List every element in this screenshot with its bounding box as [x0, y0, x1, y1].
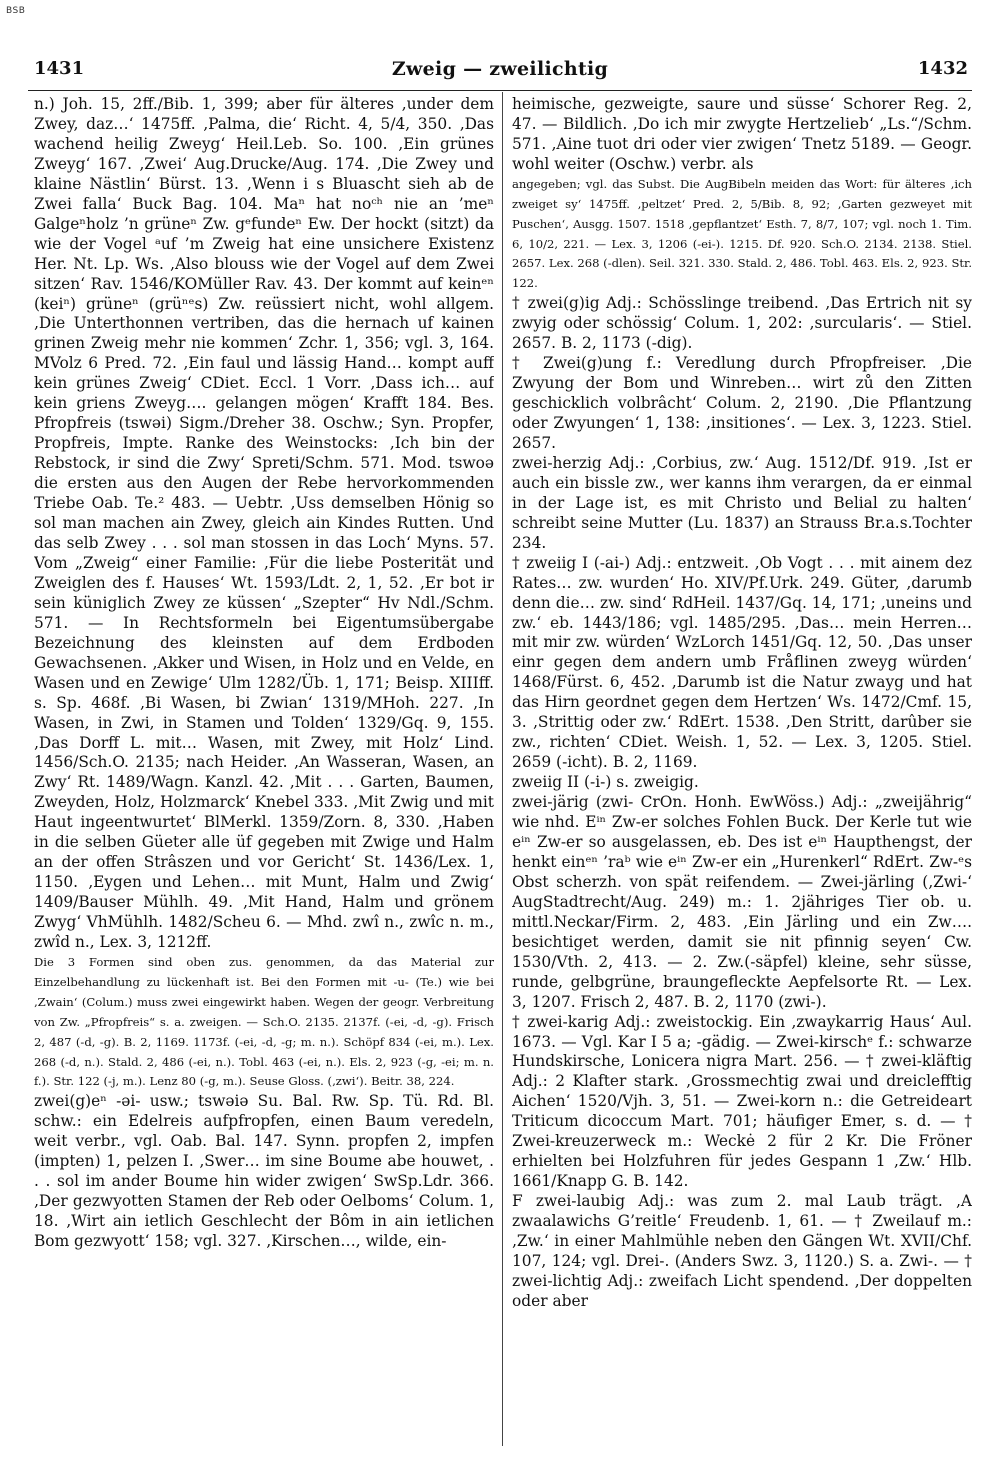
entry-zweiig-2: zweiig II (-i-) s. zweigig. — [512, 773, 699, 792]
entry-zweig-text: n.) Joh. 15, 2ff./Bib. 1, 399; aber für älteres ‚under dem Zwey, daz…‘ 1475ff. ‚Palma, die‘ Richt. 4, 5/4, 350. ‚Das wachend heilig Zweyg‘ Heil.Leb. So. 100. ‚Ein grünes Zweyg‘ 167. ‚Zwei‘ Aug.Drucke/Aug. 174. ‚Die Zwey und klaine Nästlin‘ Bürst. 13. ‚Wenn i s Bluascht sieh ab de Zwei falla‘ Buck Bag. 104. Maⁿ hat noᶜʰ nie an ’meⁿ Galgeⁿholz ’n grüneⁿ Zw. gᵉfundeⁿ Ew. Der hockt (sitzt) da wie der Vogel ᵃuf ’m Zweig hat eine unsichere Existenz Her. Nt. Lp. Ws. ‚Also blouss wie der Vogel auf dem Zwei sitzen‘ Rav. 1546/KOMüller Rav. 43. Der kommt auf keinᵉⁿ (keiⁿ) grüneⁿ (grüⁿᵉs) Zw. reüssiert nicht, wohl allgem. ‚Die Unterthonnen vertriben, das die hernach uf kainen grinen Zweig mehr nie kommen‘ Zchr. 1, 356; vgl. 3, 164. MVolz 6 Pred. 72. ‚Ein faul und lässig Hand… kompt auff kein grünes Zweig‘ CDiet. Eccl. 1 Vorr. ‚Dass ich… auf kein griens Zweyg…. gelangen mögen‘ Krafft 184. Bes. Pfropfreis (tswəi) Sigm./Dreher 38. Oschw.; Syn. Propfer, Propfreis, Impte. Ranke des Weinstocks: ‚Ich bin der Rebstock, ir sind die Zwy‘ Spreti/Schm. 571. Mod. tswoə die ersten aus den Augen der Rebe hervorkommenden Triebe Oab. Te.² 483. — Uebtr. ‚Uss demselben Hönig so sol man machen ain Zwey, gleich ain Kindes Rutten. Und das selb Zwey . . . sol man stossen in das Loch‘ Myns. 57. Vom „Zweig“ einer Familie: ‚Für die liebe Posterität und Zweiglen des f. Hauses‘ Wt. 1593/Ldt. 2, 1, 52. ‚Er bot ir sein küniglich Zwey ze küssen‘ „Szepter“ Hv Ndl./Schm. 571. — In Rechtsformeln bei Eigentumsübergabe Bezeichnung des kleinsten auf dem Erdboden Gewachsenen. ‚Akker und Wisen, in Holz und en Velde, en Wasen und en Zewige‘ Ulm 1282/Üb. 1, 171; Beisp. XIIIff. s. Sp. 468f. ‚Bi Wasen, bi Zwian‘ 1319/MHoh. 227. ‚In Wasen, in Zwi, in Stamen und Tolden‘ 1329/Gq. 9, 155. ‚Das Dorff L. mit… Wasen, mit Zwey, mit Holz‘ Lind. 1456/Sch.O. 2135; nach Heider. ‚An Wasseran, Wasen, an Zwy‘ Rt. 1489/Wagn. Kanzl. 42. ‚Mit . . . Garten, Baumen, Zweyden, Holz, Holzmarck‘ Knebel 333. ‚Mit Zwig und mit Haut ingeentwurtet‘ BlMerkl. 1359/Zorn. 8, 330. ‚Haben in die selben Güeter alle üf gegeben mit Zwige und Halm an der offen Strâszen und vor Gericht‘ St. 1436/Lex. 1, 1150. ‚Eygen und Lehen… mit Munt, Halm und Zwig‘ 1409/Bauser Mühlh. 49. ‚Mit Hand, Halm und grönem Zwyg‘ VhMühlh. 1482/Scheu 6. — Mhd. zwî n., zwîc n. m., zwîd n., Lex. 3, 1212ff. — [34, 95, 494, 952]
entry-zweigig: † zwei(g)ig Adj.: Schösslinge treibend. ‚Das Ertrich nit sy zwyig oder schössig‘ Colum. 1, 202: ‚surcularis‘. — Stiel. 2657. B. 2, 1173 (-dig). — [512, 294, 972, 353]
page-header — [28, 58, 972, 90]
right-column — [512, 95, 972, 1450]
running-headword: Zweig — zweilichtig — [391, 58, 609, 80]
entry-zweigen: zwei(g)eⁿ -əi- usw.; tswəiə Su. Bal. Rw. Sp. Tü. Rd. Bl. schw.: ein Edelreis aufpfropfen, einen Baum veredeln, weit verbr., vgl. Oab. Bal. 147. Synn. propfen 2, impfen (impten) 1, pelzen I. ‚Swer… im sine Boume abe houwet, . . . sol im ander Boume hin wider zwigen‘ SwSp.Ldr. 366. ‚Der gezwyotten Stamen der Reb oder Oelboms‘ Colum. 1, 18. ‚Wirt ain ietlich Geschlecht der Bôm in ain ietlichen Bom gezwyott‘ 158; vgl. 327. ‚Kirschen…, wilde, ein- — [34, 1092, 494, 1250]
entry-zweigung: † Zwei(g)ung f.: Veredlung durch Pfropfreiser. ‚Die Zwyung der Bom und Winreben… wirt zů den Zitten geschicklich volbrâcht‘ Colum. 2, 2190. ‚Die Pflantzung oder Zwyungen‘ 1, 138: ‚insitiones‘. — Lex. 3, 1223. Stiel. 2657. — [512, 354, 972, 452]
entry-zweilaubig: F zwei-laubig Adj.: was zum 2. mal Laub trägt. ‚A zwaalawichs G’reitle‘ Freudenb. 1, 61. — † Zweilauf m.: ‚Zw.‘ in einer Mahlmühle neben den Gängen Wt. XVII/Chf. 107, 124; vgl. Drei-. (Anders Swz. 3, 1120.) S. a. Zwi-. — † zwei-lichtig Adj.: zweifach Licht spendend. ‚Der doppelten oder aber — [512, 1192, 972, 1310]
entry-zweiherzig: zwei-herzig Adj.: ‚Corbius, zw.‘ Aug. 1512/Df. 919. ‚Ist er auch ein bissle zw., wer kanns ihm verargen, da er einmal in der Lage ist, es mit Christo und Belial zu halten‘ schreibt seine Mutter (Lu. 1837) an Strauss Br.a.s.Tochter 234. — [512, 453, 972, 552]
entry-zweigen-continued: heimische, gezweigte, saure und süsse‘ Schorer Reg. 2, 47. — Bildlich. ‚Do ich mir zwygte Hertzelieb‘ „Ls.“/Schm. 571. ‚Aine tuot dri oder vier zwigen‘ Tnetz 5189. — Geogr. wohl weiter (Oschw.) verbr. als — [512, 95, 972, 173]
page-number-left: 1431 — [34, 58, 85, 79]
column-divider — [502, 92, 503, 1446]
entry-zweigen-notes: angegeben; vgl. das Subst. Die AugBibeln meiden das Wort: für älteres ‚ich zweiget sy‘ 1475ff. ‚peltzet‘ Pred. 2, 5/Bib. 8, 92; ‚Garten gezweyet mit Puschen‘, Ausgg. 1507. 1518 ‚gepflantzet‘ Esth. 7, 8/7, 107; vgl. noch 1. Tim. 6, 10/2, 221. — Lex. 3, 1206 (-ei-). 1215. Df. 920. Sch.O. 2134. 2138. Stiel. 2657. Lex. 268 (-dlen). Seil. 321. 330. Stald. 2, 486. Tobl. 463. Els. 2, 923. Str. 122. — [512, 176, 972, 291]
entry-zweijaerig: zwei-järig (zwi- CrOn. Honh. EwWöss.) Adj.: „zweijährig“ wie nhd. Eⁱⁿ Zw-er solches Fohlen Buck. Der Kerle tut wie eⁱⁿ Zw-er so ausgelassen, eb. Des ist eⁱⁿ Haupthengst, der henkt einᵉⁿ ’raᵇ wie eⁱⁿ Zw-er ein „Hurenkerl“ RdErt. Zw-ᵉs Obst scherzh. von spät reifendem. — Zwei-järling (‚Zwi-‘ AugStadtrecht/Aug. 249) m.: 1. 2jähriges Tier ob. u. mittl.Neckar/Firm. 2, 483. ‚Ein Järling und ein Zw…. besichtiget werden, damit sie nit pfinnig seyen‘ Cw. 1530/Vth. 2, 413. — 2. Zw.(-säpfel) kleine, sehr süsse, runde, gelbgrüne, braungefleckte Aepfelsorte Rt. — Lex. 3, 1207. Frisch 2, 487. B. 2, 1170 (zwi-). — [512, 793, 972, 1011]
entry-zweig-notes: Die 3 Formen sind oben zus. genommen, da das Material zur Einzelbehandlung zu lückenhaft ist. Bei den Formen mit -u- (Te.) wie bei ‚Zwain‘ (Colum.) muss zwei eingewirkt haben. Wegen der geogr. Verbreitung von Zw. „Pfropfreis“ s. a. zweigen. — Sch.O. 2135. 2137f. (-ei, -d, -g). Frisch 2, 487 (-d, -g). B. 2, 1169. 1173f. (-ei, -d, -g; m. n.). Schöpf 834 (-ei, m.). Lex. 268 (-d, n.). Stald. 2, 486 (-ei, n.). Tobl. 463 (-ei, n.). Els. 2, 923 (-g, -ei; m. n. f.). Str. 122 (-j, m.). Lenz 80 (-g, m.). Seuse Gloss. (‚zwi‘). Beitr. 38, 224. — [34, 954, 494, 1089]
entry-zweiig-1: † zweiig I (-ai-) Adj.: entzweit. ‚Ob Vogt . . . mit ainem dez Rates… zw. wurden‘ Ho. XIV/Pf.Urk. 249. Güter, ‚darumb denn die… zw. sind‘ RdHeil. 1437/Gq. 14, 171; ‚uneins und zw.‘ eb. 1443/186; vgl. 1485/295. ‚Das… mein Herren… mit mir zw. würden‘ WzLorch 1451/Gq. 12, 50. ‚Das unser einr gegen dem andern umb Fråflinen zweyg würden‘ 1468/Fürst. 6, 452. ‚Darumb ist die Natur zwayg und hat das Hirn geordnet gegen dem Hertzen‘ Ws. 1472/Cmf. 15, 3. ‚Strittig oder zw.‘ RdErt. 1538. ‚Den Stritt, darûber sie zw., richten‘ CDiet. Weish. 1, 52. — Lex. 3, 1205. Stiel. 2659 (-icht). B. 2, 1169. — [512, 553, 972, 772]
left-column — [34, 95, 494, 1450]
entry-zweikarig: † zwei-karig Adj.: zweistockig. Ein ‚zwaykarrig Haus‘ Aul. 1673. — Vgl. Kar I 5 a; -gädig. — Zwei-kirschᵉ f.: schwarze Hundskirsche, Lonicera nigra Mart. 256. — † zwei-kläftig Adj.: 2 Klafter stark. ‚Grossmechtig zwai und dreiclefftig Aichen‘ 1520/Vjh. 3, 51. — Zwei-korn n.: die Getreideart Triticum dicoccum Mart. 701; häufiger Emer, s. d. — † Zwei-kreuzerweck m.: Weckė 2 für 2 Kr. Die Fröner erhielten bei Holzfuhren für jedes Gespann 1 ‚Zw.‘ Hlb. 1661/Knapp G. B. 142. — [512, 1012, 972, 1191]
page-number-right: 1432 — [917, 58, 968, 79]
header-rule — [28, 90, 972, 91]
library-stamp: BSB — [6, 6, 26, 16]
